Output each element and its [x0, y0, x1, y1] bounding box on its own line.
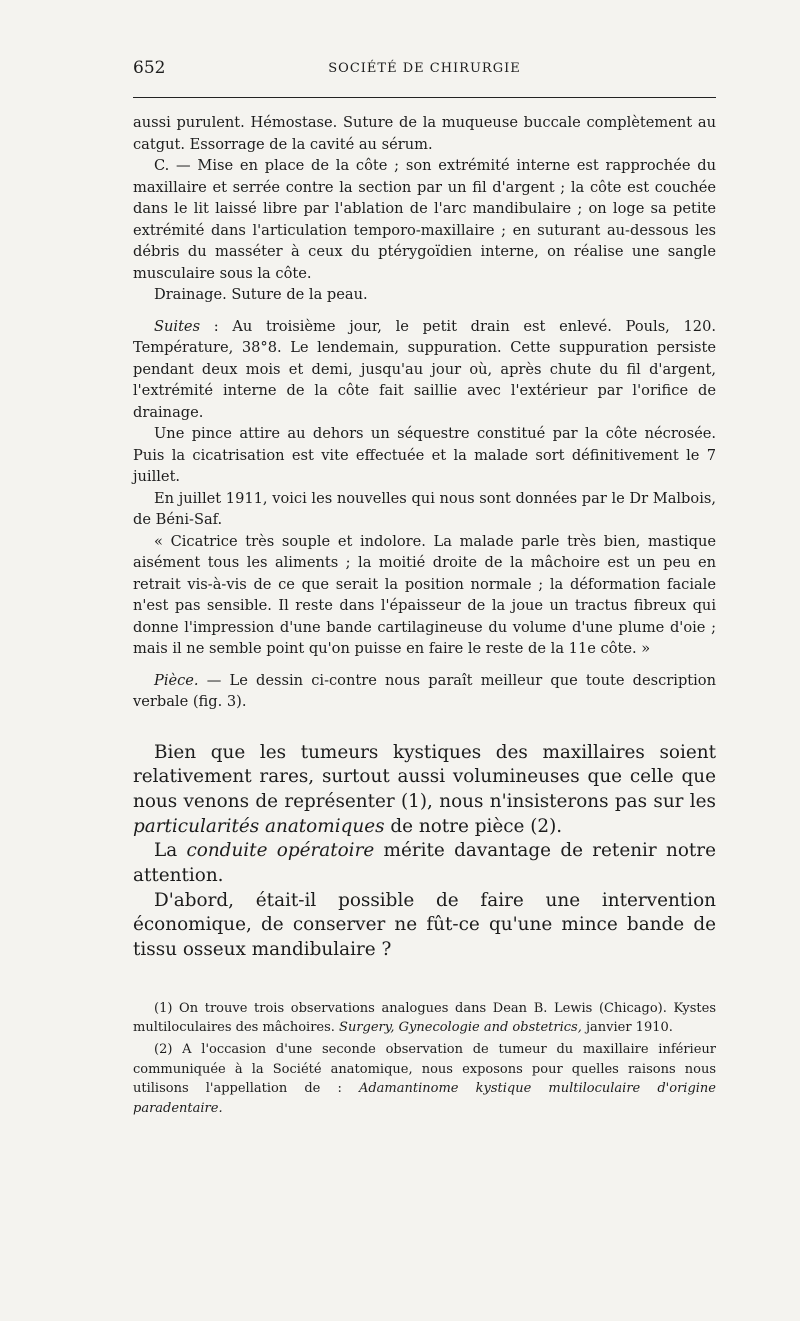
paragraph: En juillet 1911, voici les nouvelles qui nous sont données par le Dr Malbois, de Béni-Saf.: [133, 489, 716, 528]
suites-label: Suites: [154, 317, 201, 335]
paragraph: La conduite opératoire mérite davantage de retenir notre attention.: [133, 840, 716, 887]
footnote-1: (1) On trouve trois observations analogues dans Dean B. Lewis (Chicago). Kystes multiloculaires des mâchoires. Surgery, Gynecologie and obstetrics, janvier 1910.: [133, 1000, 716, 1036]
observation-text: [133, 112, 716, 713]
header-rule: [133, 97, 716, 98]
page-body: [133, 112, 716, 1118]
page-header: [133, 58, 716, 86]
running-title: SOCIÉTÉ DE CHIRURGIE: [328, 61, 521, 76]
paragraph: aussi purulent. Hémostase. Suture de la muqueuse buccale complètement au catgut. Essorrage de la cavité au sérum.: [133, 114, 716, 153]
paragraph: Drainage. Suture de la peau.: [154, 286, 368, 303]
paragraph: Une pince attire au dehors un séquestre constitué par la côte nécrosée. Puis la cicatrisation est vite effectuée et la malade sort définitivement le 7 juillet.: [133, 425, 716, 485]
page-number: 652: [133, 58, 166, 78]
quote: « Cicatrice très souple et indolore. La malade parle très bien, mastique aisément tous les aliments ; la moitié droite de la mâchoire est un peu en retrait vis-à-vis de ce que serait la position normale ; la déformation faciale n'est pas sensible. Il reste dans l'épaisseur de la joue un tractus fibreux qui donne l'impression d'une bande cartilagineuse du volume d'une plume d'oie ; mais il ne semble point qu'on puisse en faire le reste de la 11e côte. »: [133, 532, 716, 657]
footnotes: [133, 999, 716, 1119]
suites-text: : Au troisième jour, le petit drain est enlevé. Pouls, 120. Température, 38°8. Le lendemain, suppuration. Cette suppuration persiste pendant deux mois et demi, jusqu'au jour où, après chute du fil d'argent, l'extrémité interne de la côte fait saillie avec l'extérieur par l'orifice de drainage.: [133, 317, 716, 421]
footnote-2: (2) A l'occasion d'une seconde observation de tumeur du maxillaire inférieur communiquée à la Société anatomique, nous exposons pour quelles raisons nous utilisons l'appellation de : Adamantinome kystique multiloculaire d'origine paradentaire.: [133, 1042, 716, 1116]
piece-paragraph: [133, 670, 716, 713]
discussion-text: [133, 741, 716, 963]
paragraph: C. — Mise en place de la côte ; son extrémité interne est rapprochée du maxillaire et serrée contre la section par un fil d'argent ; la côte est couchée dans le lit laissé libre par l'ablation de l'arc mandibulaire ; on loge sa petite extrémité dans l'articulation temporo-maxillaire ; en suturant au-dessous les débris du masséter à ceux du ptérygoïdien interne, on réalise une sangle musculaire sous la côte.: [133, 157, 716, 282]
piece-text: — Le dessin ci-contre nous paraît meilleur que toute description verbale (fig. 3).: [133, 671, 716, 710]
suites-paragraph: [133, 316, 716, 424]
paragraph: D'abord, était-il possible de faire une intervention économique, de conserver ne fût-ce qu'une mince bande de tissu osseux mandibulaire ?: [133, 889, 716, 961]
piece-label: Pièce.: [154, 671, 199, 689]
paragraph: Bien que les tumeurs kystiques des maxillaires soient relativement rares, surtout aussi volumineuses que celle que nous venons de représenter (1), nous n'insisterons pas sur les particularités anatomiques de notre pièce (2).: [133, 741, 716, 837]
